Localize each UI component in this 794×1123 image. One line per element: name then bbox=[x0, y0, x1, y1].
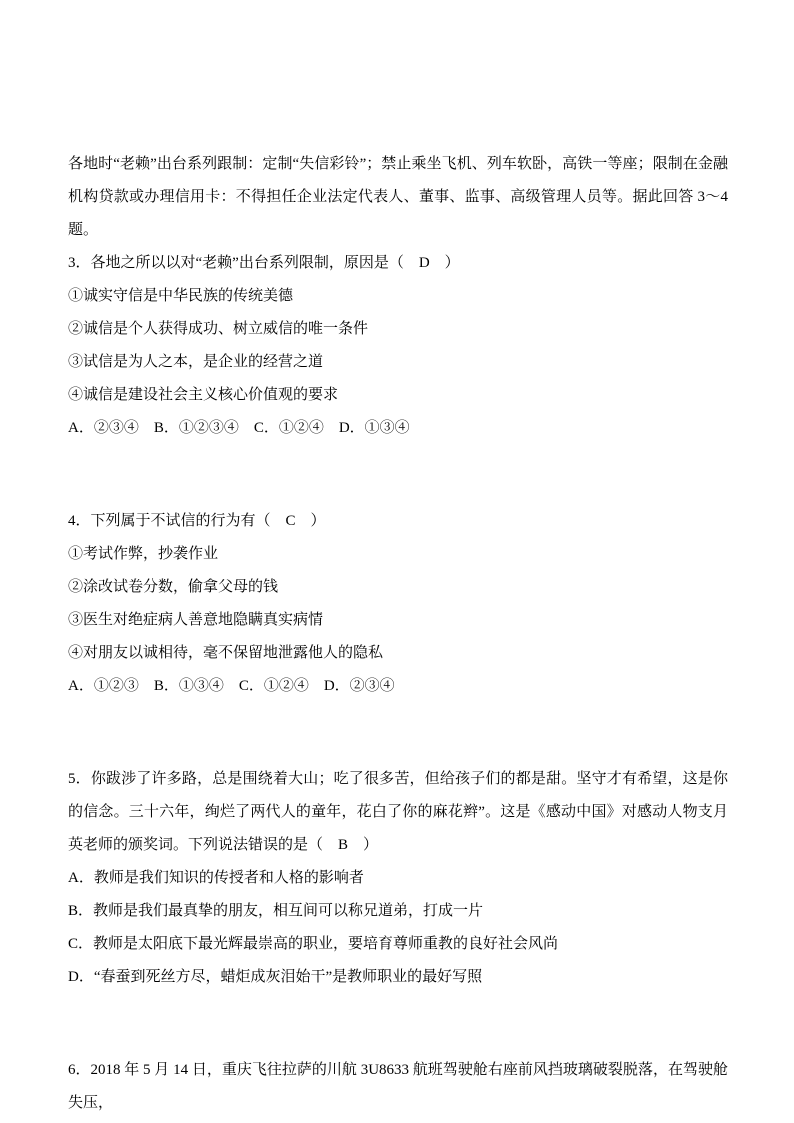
question-5-option-b: B．教师是我们最真挚的朋友，相互间可以称兄道弟，打成一片 bbox=[68, 903, 484, 919]
question-4 bbox=[68, 505, 728, 703]
question-3-choices: A．②③④ B．①②③④ C．①②④ D．①③④ bbox=[68, 420, 410, 436]
question-3 bbox=[68, 247, 728, 445]
question-5-option-a: A．教师是我们知识的传授者和人格的影响者 bbox=[68, 870, 364, 886]
question-4-option-4: ④对朋友以诚相待，毫不保留地泄露他人的隐私 bbox=[68, 645, 384, 661]
question-5-option-d: D．“春蚕到死丝方尽，蜡炬成灰泪始干”是教师职业的最好写照 bbox=[68, 969, 483, 985]
question-4-option-3: ③医生对绝症病人善意地隐瞒真实病情 bbox=[68, 612, 324, 628]
question-3-option-1: ①诚实守信是中华民族的传统美德 bbox=[68, 288, 294, 304]
question-5 bbox=[68, 763, 728, 994]
question-3-option-2: ②诚信是个人获得成功、树立威信的唯一条件 bbox=[68, 321, 369, 337]
question-4-option-1: ①考试作弊，抄袭作业 bbox=[68, 546, 219, 562]
question-5-option-c: C．教师是太阳底下最光辉最崇高的职业，要培育尊师重教的良好社会风尚 bbox=[68, 936, 559, 952]
question-4-choices: A．①②③ B．①③④ C．①②④ D．②③④ bbox=[68, 678, 395, 694]
question-6 bbox=[68, 1054, 728, 1120]
question-4-stem: 4．下列属于不试信的行为有（ C ） bbox=[68, 513, 326, 529]
question-5-stem: 5．你跋涉了许多路，总是围绕着大山；吃了很多苦，但给孩子们的都是甜。坚守才有希望，这是你的信念。三十六年，绚烂了两代人的童年，花白了你的麻花辫”。这是《感动中国》对感动人物支月英老师的颁奖词。下列说法错误的是（ B ） bbox=[68, 771, 728, 853]
question-3-option-3: ③试信是为人之本，是企业的经营之道 bbox=[68, 354, 324, 370]
intro-paragraph: 各地时“老赖”出台系列跟制：定制“失信彩铃”；禁止乘坐飞机、列车软卧，高铁一等座；限制在金融机构贷款或办理信用卡：不得担任企业法定代表人、董事、监事、高级管理人员等。据此回答 3～4 题。 bbox=[68, 156, 728, 238]
question-6-stem: 6．2018 年 5 月 14 日，重庆飞往拉萨的川航 3U8633 航班驾驶舱右座前风挡玻璃破裂脱落，在驾驶舱失压， bbox=[68, 1062, 728, 1111]
question-4-option-2: ②涂改试卷分数，偷拿父母的钱 bbox=[68, 579, 279, 595]
question-3-stem: 3．各地之所以以对“老赖”出台系列限制，原因是（ D ） bbox=[68, 255, 460, 271]
question-3-option-4: ④诚信是建设社会主义核心价值观的要求 bbox=[68, 387, 339, 403]
